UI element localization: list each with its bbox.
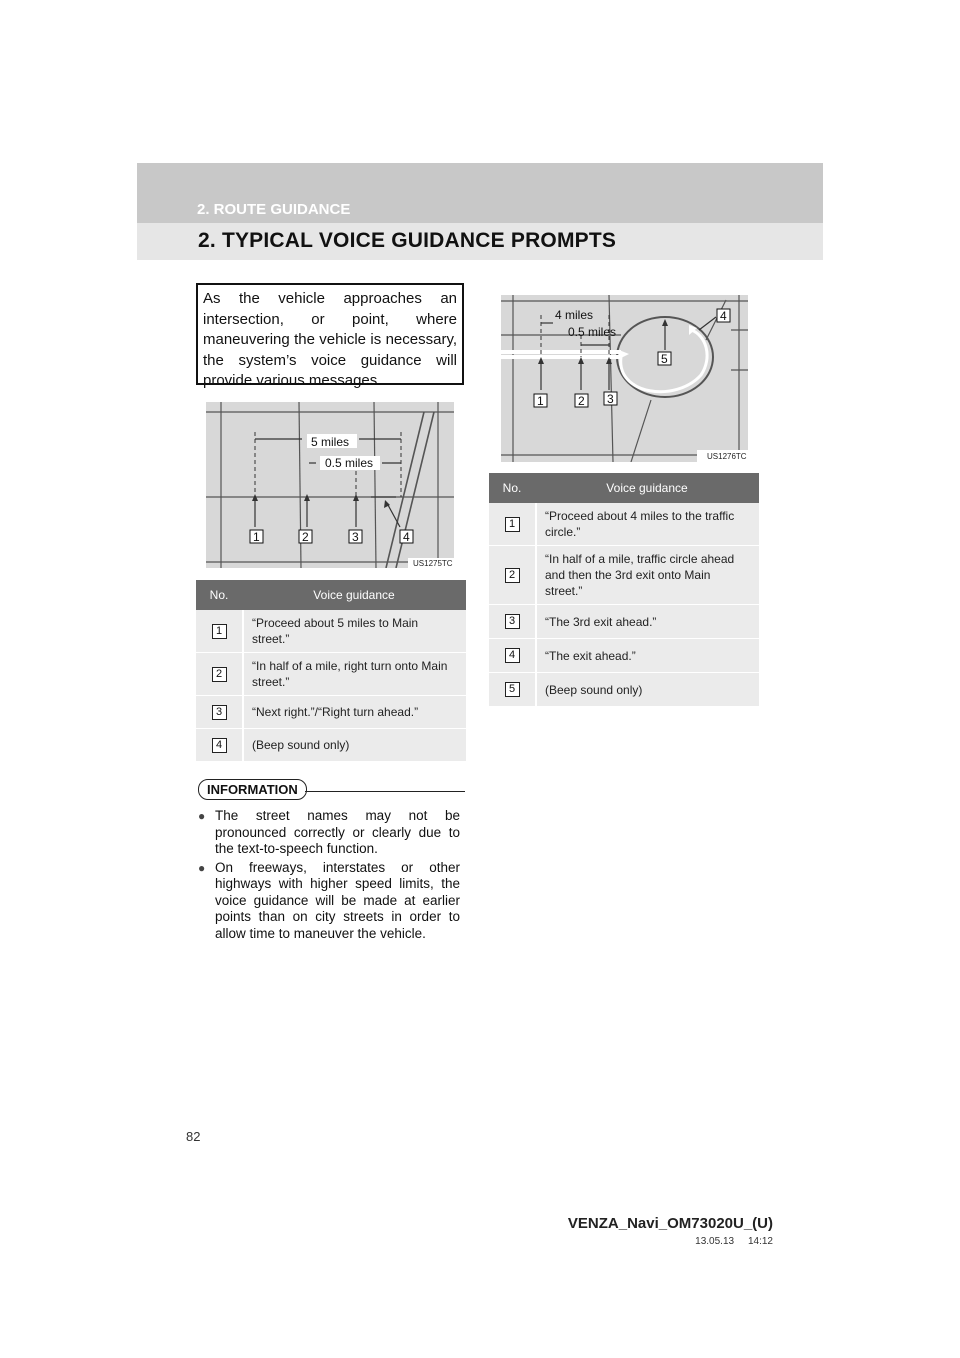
marker-1: 1 <box>537 394 544 408</box>
row-text: “The exit ahead.” <box>545 648 636 663</box>
marker-3: 3 <box>607 392 614 406</box>
list-item <box>198 808 460 858</box>
information-tag: INFORMATION <box>198 779 307 800</box>
row-number: 5 <box>505 682 520 697</box>
table-row <box>196 610 466 653</box>
table-row <box>489 673 759 707</box>
table-header <box>489 473 759 503</box>
marker-5: 5 <box>661 352 668 366</box>
diagram-right-code: US1276TC <box>707 452 747 461</box>
diagram-right-label-near: 0.5 miles <box>568 325 617 339</box>
information-text: The street names may not be pronounced correctly or clearly due to the text-to-speech function. <box>215 808 460 856</box>
page-title: 2. TYPICAL VOICE GUIDANCE PROMPTS <box>198 229 617 252</box>
table-row <box>489 605 759 639</box>
row-number: 4 <box>505 648 520 663</box>
diagram-left-label-near: 0.5 miles <box>325 456 374 470</box>
table-row <box>196 729 466 762</box>
section-label: 2. ROUTE GUIDANCE <box>197 201 351 218</box>
col-voice-header: Voice guidance <box>313 588 395 602</box>
marker-1: 1 <box>253 530 260 544</box>
col-no-header: No. <box>209 588 229 602</box>
row-text: (Beep sound only) <box>252 738 350 752</box>
row-number: 1 <box>505 517 520 532</box>
col-voice-header: Voice guidance <box>606 481 688 495</box>
information-list <box>198 808 460 944</box>
bullet-icon: ● <box>198 809 206 823</box>
marker-4: 4 <box>403 530 410 544</box>
table-right <box>489 473 759 707</box>
diagram-right-label-far: 4 miles <box>555 308 594 322</box>
table-row <box>489 639 759 673</box>
diagram-left-label-far: 5 miles <box>311 435 350 449</box>
diagram-left-code: US1275TC <box>413 559 453 568</box>
row-text: “In half of a mile, traffic circle ahead and then the 3rd exit onto Main street.” <box>545 552 735 598</box>
row-text: “Next right.”/“Right turn ahead.” <box>252 705 419 719</box>
row-number: 2 <box>212 667 227 682</box>
row-number: 3 <box>505 614 520 629</box>
document-code: VENZA_Navi_OM73020U_(U) <box>567 1215 773 1232</box>
row-number: 4 <box>212 738 227 753</box>
table-left <box>196 580 466 762</box>
information-rule <box>305 791 465 792</box>
row-text: “Proceed about 4 miles to the traffic circle.” <box>545 509 735 539</box>
marker-2: 2 <box>578 394 585 408</box>
document-date: 13.05.13 14:12 <box>695 1236 773 1247</box>
bullet-icon: ● <box>198 860 206 875</box>
table-header <box>196 580 466 610</box>
table-row <box>489 546 759 605</box>
intro-box: As the vehicle approaches an intersection, or point, where maneuvering the vehicle is necessary, the system’s voice guidance will provide various messages. <box>196 283 464 385</box>
row-text: “In half of a mile, right turn onto Main street.” <box>252 659 448 689</box>
col-no-header: No. <box>502 481 522 495</box>
information-text: On freeways, interstates or other highways with higher speed limits, the voice guidance will be made at earlier points than on city streets in order to allow time to maneuver the vehicle. <box>215 859 460 941</box>
table-row <box>489 503 759 546</box>
table-row <box>196 696 466 729</box>
diagram-left <box>206 402 454 568</box>
row-text: “The 3rd exit ahead.” <box>545 614 657 629</box>
row-text: “Proceed about 5 miles to Main street.” <box>252 616 419 646</box>
marker-3: 3 <box>352 530 359 544</box>
row-text: (Beep sound only) <box>545 682 643 697</box>
row-number: 1 <box>212 624 227 639</box>
list-item <box>198 860 460 943</box>
diagram-right <box>501 295 748 462</box>
marker-4: 4 <box>720 309 727 323</box>
row-number: 2 <box>505 568 520 583</box>
row-number: 3 <box>212 705 227 720</box>
page-number: 82 <box>186 1129 201 1144</box>
marker-2: 2 <box>302 530 309 544</box>
table-row <box>196 653 466 696</box>
